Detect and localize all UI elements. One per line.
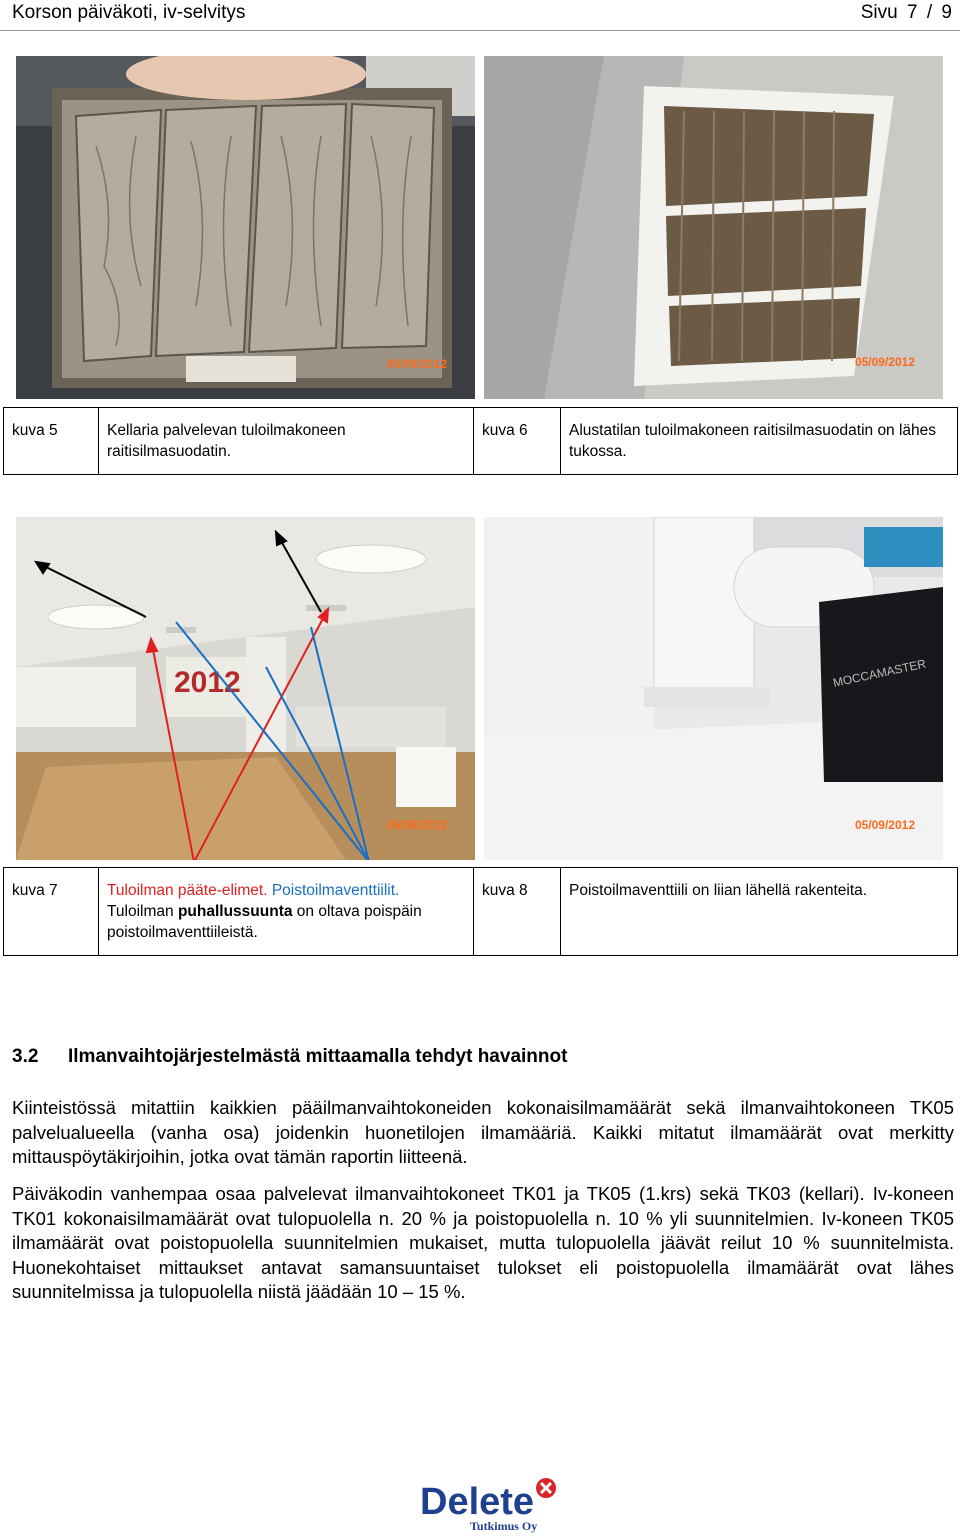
- paragraph-2: Päiväkodin vanhempaa osaa palvelevat ilmanvaihtokoneet TK01 ja TK05 (1.krs) sekä TK03 (kellari). Iv-koneen TK01 kokonaisilmamäärät ovat tulopuolella n. 20 % ja poistopuolella n. 10 % yli suunnitelmien. Iv-koneen TK05 ilmamäärät ovat poistopuolella suunnitelmien mukaiset, mutta tulopuolella jäävät reilut 10 % suunnitelmista. Huonekohtaiset mittaukset antavat samansuuntaiset tulokset eli poistopuolella ilmamäärät ovat lähes suunnitelmissa ja tulopuolella niistä jäädään 10 – 15 %.: [12, 1183, 954, 1302]
- caption-text-kuva-5: Kellaria palvelevan tuloilmakoneen raitisilmasuodatin.: [99, 408, 474, 475]
- photo-kuva-6: [484, 56, 943, 399]
- date-stamp: 05/09/2012: [386, 818, 447, 832]
- photo-kuva-7: [16, 517, 475, 860]
- photo-kuva-8: [484, 517, 943, 860]
- date-stamp: 05/09/2012: [854, 355, 915, 369]
- page-total: 9: [941, 2, 952, 23]
- caption-label-kuva-5: kuva 5: [4, 408, 99, 475]
- close-mark-icon: [536, 1478, 556, 1498]
- page-number: [861, 2, 952, 24]
- caption-text-kuva-6: Alustatilan tuloilmakoneen raitisilmasuodatin on lähes tukossa.: [561, 408, 958, 475]
- svg-text:MOCCAMASTER: MOCCAMASTER: [831, 656, 928, 690]
- svg-text:2012: 2012: [174, 666, 241, 699]
- section-title: Ilmanvaihtojärjestelmästä mittaamalla tehdyt havainnot: [68, 1046, 568, 1067]
- document-title: Korson päiväkoti, iv-selvitys: [12, 2, 246, 23]
- caption-line2-end: on oltava poispäin poistoilmaventtiileistä.: [107, 903, 422, 941]
- caption-text-kuva-7: [99, 868, 474, 956]
- caption-line2-bold: puhallussuunta: [177, 903, 293, 920]
- company-logo: [418, 1476, 563, 1534]
- caption-label-kuva-6: kuva 6: [474, 408, 561, 475]
- page-current: 7: [907, 2, 918, 23]
- caption-table-top: [3, 407, 958, 475]
- caption-line2-start: Tuloilman: [107, 903, 174, 920]
- caption-table-bottom: [3, 867, 958, 956]
- caption-label-kuva-7: kuva 7: [4, 868, 99, 956]
- page-label: Sivu: [860, 2, 898, 23]
- date-stamp: 05/09/2012: [386, 357, 447, 371]
- exhaust-valve-label: Poistoilmaventtiilit.: [271, 882, 400, 899]
- caption-label-kuva-8: kuva 8: [474, 868, 561, 956]
- date-stamp: 05/09/2012: [854, 818, 915, 832]
- logo-wordmark: Delete: [420, 1481, 535, 1523]
- header-rule: [0, 30, 960, 31]
- paragraph-1: Kiinteistössä mitattiin kaikkien pääilmanvaihtokoneiden kokonaisilmamäärät sekä ilmanvaihtokoneen TK05 palvelualueella (vanha osa) joidenkin huonetilojen ilmamääriä. Kaikki mitatut ilmamäärät ovat merkitty mittauspöytäkirjoihin, jotka ovat tämän raportin liitteenä.: [12, 1097, 954, 1167]
- logo-subtitle: Tutkimus Oy: [470, 1519, 538, 1533]
- page-header: [0, 0, 960, 26]
- supply-terminal-label: Tuloilman pääte-elimet.: [107, 882, 268, 899]
- section-heading: [12, 1046, 567, 1068]
- section-number: 3.2: [12, 1046, 39, 1067]
- caption-text-kuva-8: Poistoilmaventtiili on liian lähellä rakenteita.: [561, 868, 958, 956]
- page-separator: /: [926, 2, 933, 23]
- photo-kuva-5: [16, 56, 475, 399]
